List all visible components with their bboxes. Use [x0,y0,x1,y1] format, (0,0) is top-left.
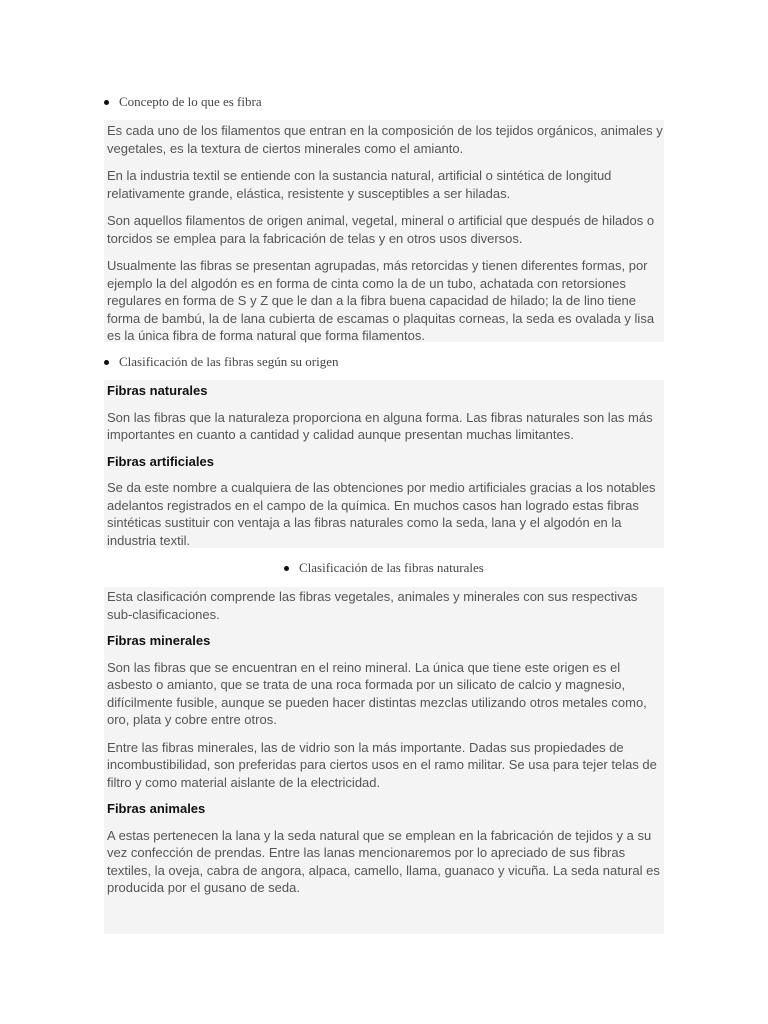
bullet-dot-icon [284,566,289,571]
paragraph: A estas pertenecen la lana y la seda natural que se emplean en la fabricación de tejidos y a su vez confección de prendas. Entre las lanas mencionaremos por lo apreciado de sus fibras textiles, la oveja, cabra de angora, alpaca, camello, llama, guanaco y vicuña. La seda natural es producida por el gusano de seda. [107,827,660,895]
paragraph: Son aquellos filamentos de origen animal, vegetal, mineral o artificial que después de hilados o torcidos se emplea para la fabricación de telas y en otros usos diversos. [107,213,655,246]
paragraph: Esta clasificación comprende las fibras vegetales, animales y minerales con sus respectivas sub-clasificaciones. [107,589,638,622]
bullet-clasificacion-naturales-label: Clasificación de las fibras naturales [299,560,484,575]
heading-fibras-naturales: Fibras naturales [107,383,208,398]
section-concepto [104,120,664,342]
heading-fibras-artificiales: Fibras artificiales [107,453,214,469]
heading-fibras-animales: Fibras animales [107,801,206,816]
bullet-clasificacion-naturales [284,559,484,577]
section-origen [104,380,664,548]
bullet-concepto [104,93,262,111]
paragraph: Entre las fibras minerales, las de vidrio son la más importante. Dadas sus propiedades de incombustibilidad, son preferidas para ciertos usos en el ramo militar. Se usa para tejer telas de filtro y como material aislante de la electricidad. [107,739,657,790]
bullet-concepto-label: Concepto de lo que es fibra [119,94,262,109]
bullet-clasificacion-origen-label: Clasificación de las fibras según su origen [119,354,339,369]
section-naturales [104,587,664,934]
paragraph: Son las fibras que se encuentran en el reino mineral. La única que tiene este origen es el asbesto o amianto, que se trata de una roca formada por un silicato de calcio y magnesio, difícilmente fusible, aunque se pueden hacer distintas mezclas utilizando otros metales como, oro, plata y cobre entre otros. [107,659,647,727]
paragraph: En la industria textil se entiende con la sustancia natural, artificial o sintética de longitud relativamente grande, elástica, resistente y susceptibles a ser hiladas. [107,168,612,201]
paragraph: Usualmente las fibras se presentan agrupadas, más retorcidas y tienen diferentes formas, por ejemplo la del algodón es en forma de cinta como la de un tubo, achatada con retorsiones regulares en forma de S y Z que le dan a la fibra buena capacidad de hilado; la de lino tiene forma de bambú, la de lana cubierta de escamas o plaquitas corneas, la seda es ovalada y lisa es la única fibra de forma natural que forma filamentos. [107,258,655,343]
paragraph: Son las fibras que la naturaleza proporciona en alguna forma. Las fibras naturales son las más importantes en cuanto a cantidad y calidad aunque presentan muchas limitantes. [107,409,653,442]
paragraph: Se da este nombre a cualquiera de las obtenciones por medio artificiales gracias a los notables adelantos registrados en el campo de la química. En muchos casos han logrado estas fibras sintéticas sustituir con ventaja a las fibras naturales como la seda, lana y el algodón en la industria textil. [107,480,656,548]
bullet-dot-icon [104,360,109,365]
bullet-dot-icon [104,100,109,105]
paragraph: Es cada uno de los filamentos que entran en la composición de los tejidos orgánicos, animales y vegetales, es la textura de ciertos minerales como el amianto. [107,123,663,156]
bullet-clasificacion-origen [104,353,339,371]
heading-fibras-minerales: Fibras minerales [107,633,211,648]
